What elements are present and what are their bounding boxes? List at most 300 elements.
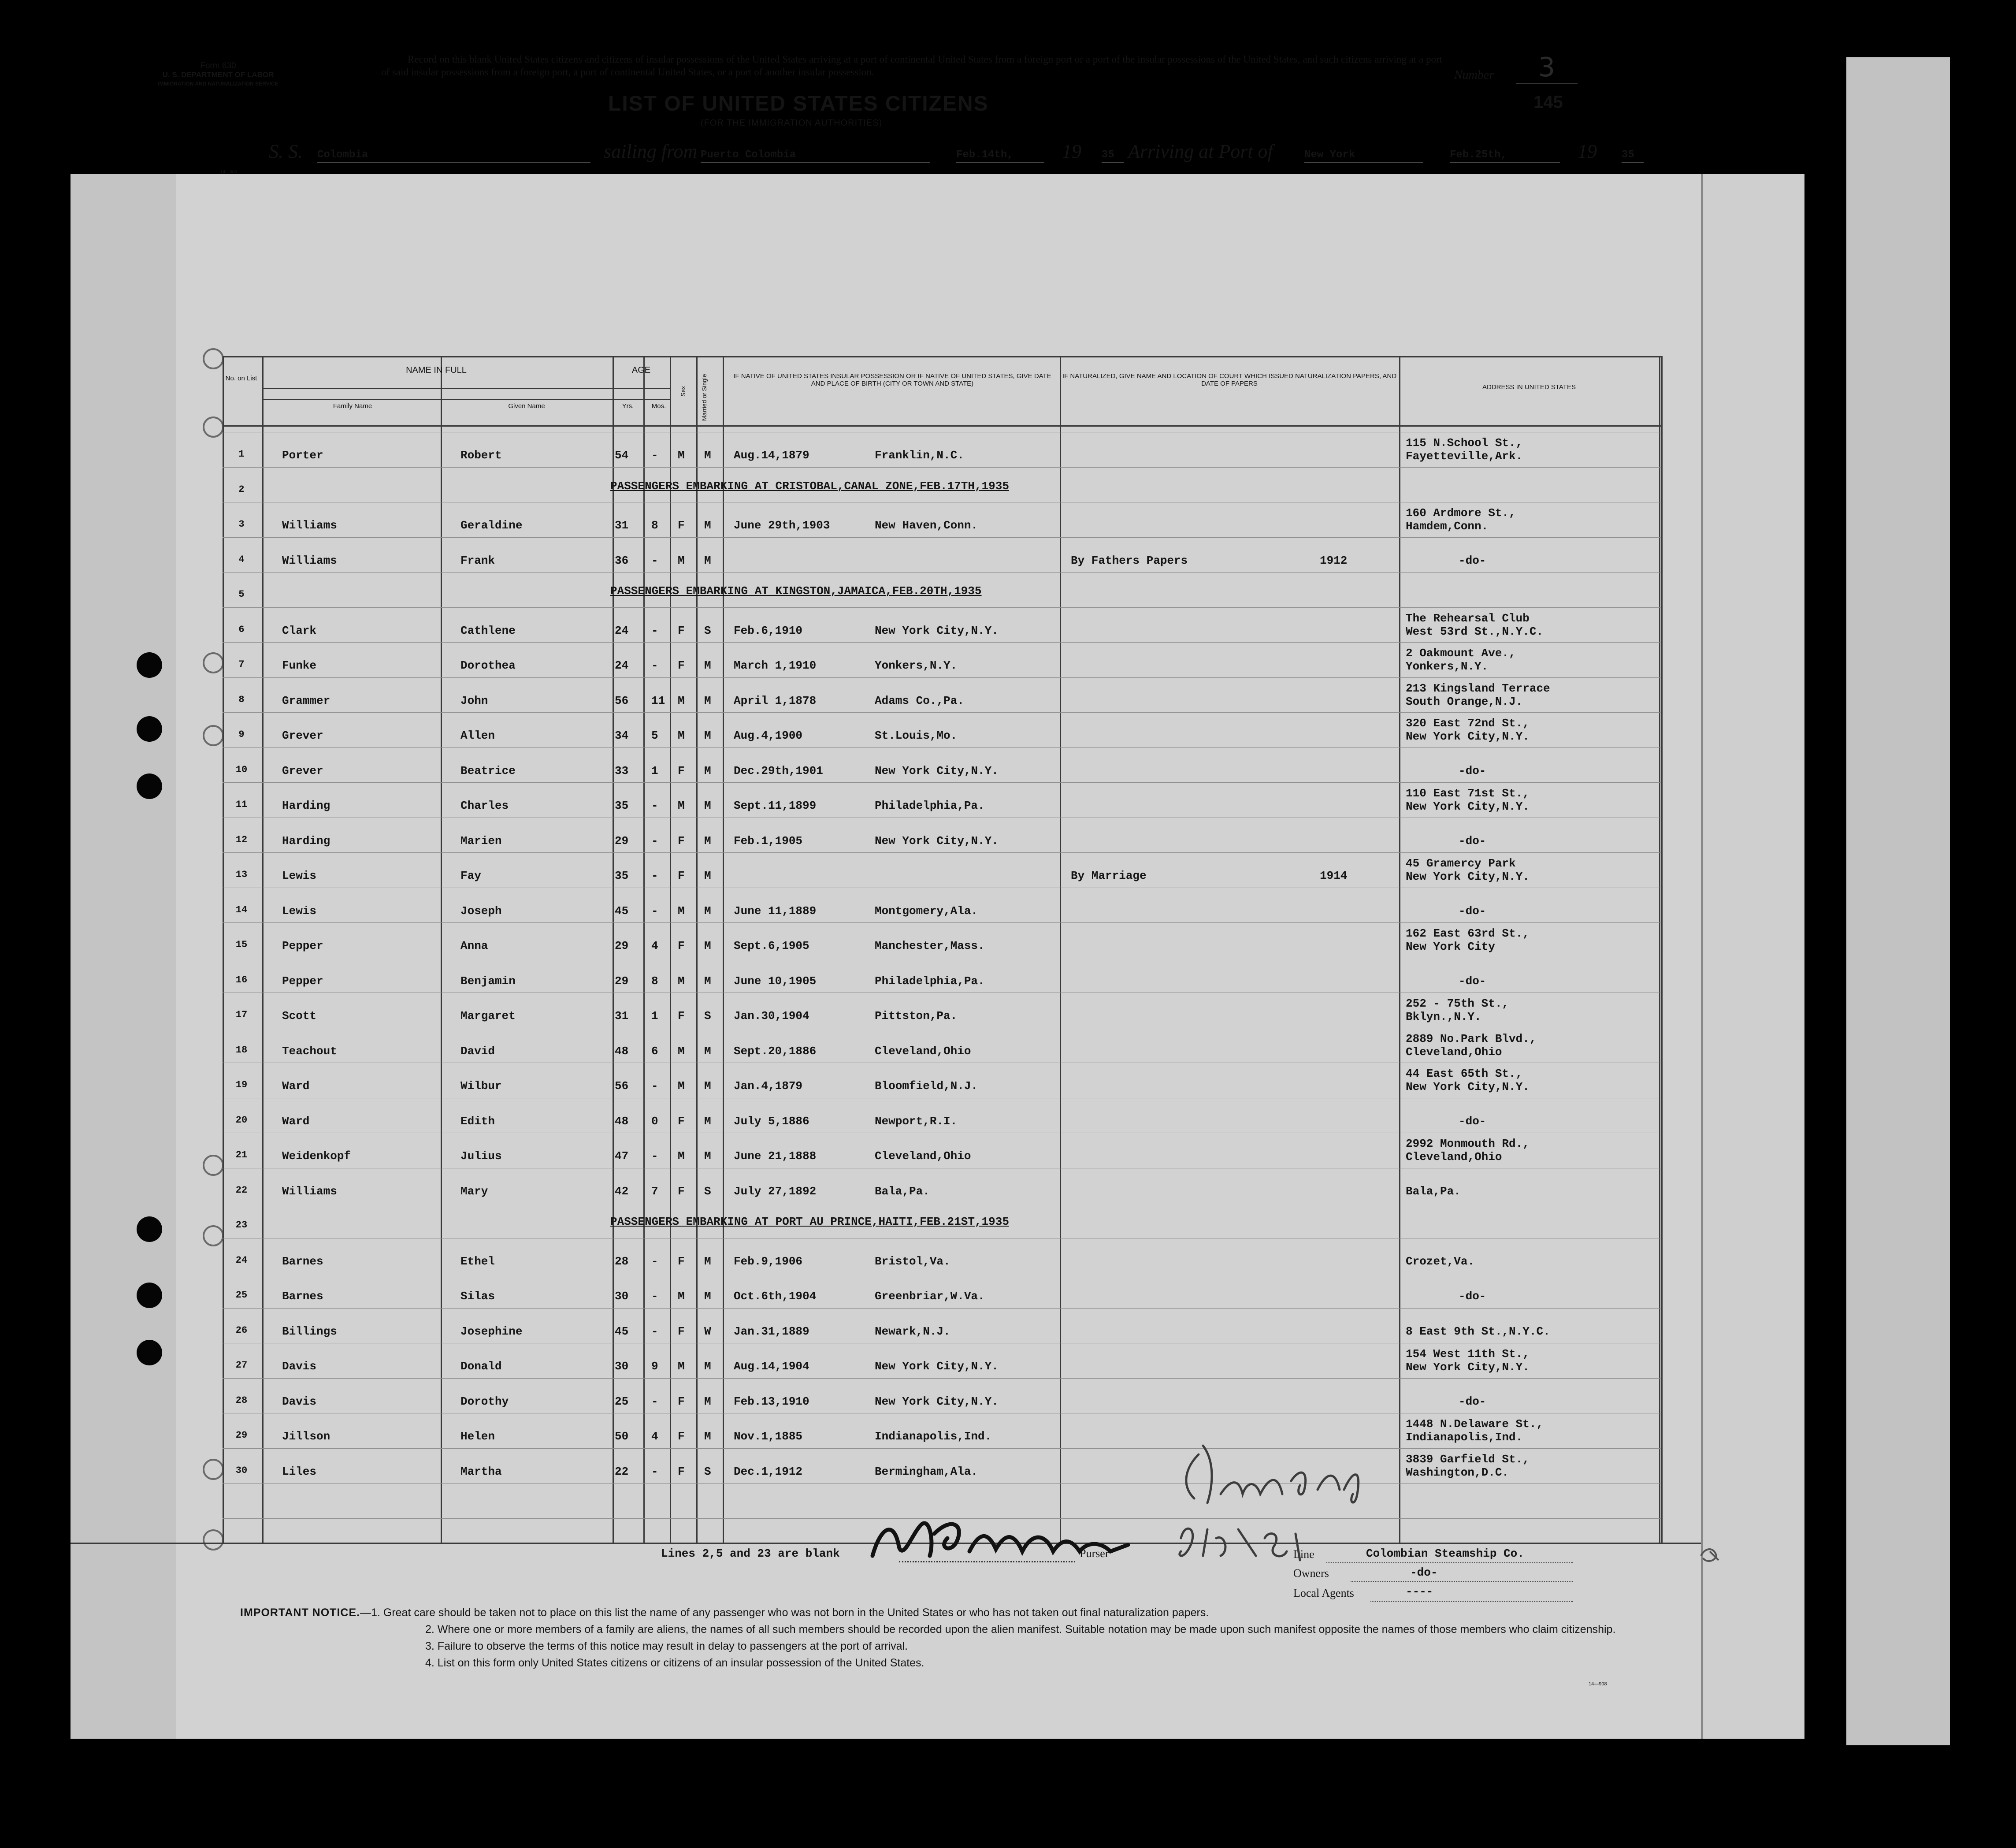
punch-hole-icon xyxy=(137,1340,162,1365)
marital-status: M xyxy=(704,1079,711,1093)
address-line-1: -do- xyxy=(1459,764,1486,777)
table-row-rule xyxy=(223,782,1661,783)
address-line-1: -do- xyxy=(1459,974,1486,988)
owners-rule xyxy=(1351,1581,1573,1582)
punch-hole-icon xyxy=(137,773,162,799)
given-name: Robert xyxy=(460,449,502,462)
owners-value: -do- xyxy=(1410,1566,1438,1579)
birth-date: Aug.4,1900 xyxy=(734,729,803,742)
purser-signature xyxy=(864,1507,1137,1573)
age-months: - xyxy=(651,554,658,567)
age-months: 7 xyxy=(651,1184,658,1198)
birth-date: Aug.14,1904 xyxy=(734,1360,809,1373)
table-row-rule xyxy=(223,1483,1661,1484)
ring-mark-icon xyxy=(203,1459,224,1480)
age-months: - xyxy=(651,1290,658,1303)
family-name: Williams xyxy=(282,519,337,532)
birth-date: March 1,1910 xyxy=(734,659,817,672)
header-name-in-full: NAME IN FULL xyxy=(406,365,467,375)
sex: F xyxy=(678,1009,685,1023)
birth-date: Nov.1,1885 xyxy=(734,1430,803,1443)
age-years: 31 xyxy=(615,1009,629,1023)
address-line-2: Hamdem,Conn. xyxy=(1406,520,1489,533)
table-column-rule xyxy=(1659,356,1660,1543)
age-months: - xyxy=(651,1079,658,1093)
marital-status: M xyxy=(704,1114,711,1128)
ring-mark-icon xyxy=(203,416,224,438)
given-name: John xyxy=(460,694,488,707)
row-line-number: 3 xyxy=(238,519,245,530)
age-months: 1 xyxy=(651,1009,658,1023)
table-column-rule xyxy=(696,356,698,1543)
birth-date: Feb.1,1905 xyxy=(734,834,803,848)
marital-status: M xyxy=(704,1149,711,1163)
address-line-1: Crozet,Va. xyxy=(1406,1254,1475,1268)
sex: M xyxy=(678,554,685,567)
address-line-1: -do- xyxy=(1459,834,1486,848)
birth-place: New York City,N.Y. xyxy=(875,834,999,848)
table-column-rule xyxy=(643,356,645,1543)
row-line-number: 11 xyxy=(235,799,248,810)
marital-status: M xyxy=(704,729,711,742)
sex: F xyxy=(678,1430,685,1443)
age-years: 56 xyxy=(615,1079,629,1093)
marital-status: S xyxy=(704,1184,711,1198)
year-prefix: 19 xyxy=(1578,141,1597,162)
address-line-2: Cleveland,Ohio xyxy=(1406,1150,1502,1164)
table-row-rule xyxy=(223,922,1661,923)
ring-mark-icon xyxy=(203,1225,224,1246)
row-line-number: 5 xyxy=(238,589,245,600)
family-name: Grammer xyxy=(282,694,330,707)
table-column-rule xyxy=(262,356,264,1543)
age-months: - xyxy=(651,449,658,462)
age-months: 5 xyxy=(651,729,658,742)
purser-label: Purser xyxy=(1080,1547,1109,1560)
sex: F xyxy=(678,1184,685,1198)
address-line-1: 3839 Garfield St., xyxy=(1406,1452,1530,1466)
family-name: Weidenkopf xyxy=(282,1149,351,1163)
marital-status: M xyxy=(704,659,711,672)
row-line-number: 16 xyxy=(235,974,248,985)
age-years: 42 xyxy=(615,1184,629,1198)
family-name: Lewis xyxy=(282,904,317,918)
age-years: 29 xyxy=(615,939,629,952)
age-months: - xyxy=(651,904,658,918)
address-line-1: 44 East 65th St., xyxy=(1406,1067,1523,1080)
age-months: - xyxy=(651,624,658,637)
table-column-rule xyxy=(223,356,224,1543)
address-line-1: 45 Gramercy Park xyxy=(1406,857,1516,870)
header-family-name: Family Name xyxy=(333,402,372,410)
row-line-number: 21 xyxy=(235,1149,248,1160)
given-name: Ethel xyxy=(460,1254,495,1268)
address-line-1: 2 Oakmount Ave., xyxy=(1406,647,1516,660)
birth-place: St.Louis,Mo. xyxy=(875,729,958,742)
family-name: Clark xyxy=(282,624,317,637)
table-row-rule xyxy=(223,1308,1661,1309)
birth-date: Aug.14,1879 xyxy=(734,449,809,462)
agents-rule xyxy=(1370,1601,1573,1602)
steamship-line: Colombian Steamship Co. xyxy=(1366,1547,1524,1560)
punch-hole-icon xyxy=(137,716,162,742)
birth-place: Franklin,N.C. xyxy=(875,449,964,462)
birth-place: Newark,N.J. xyxy=(875,1324,950,1338)
birth-place: Greenbriar,W.Va. xyxy=(875,1290,985,1303)
header-birth: IF NATIVE OF UNITED STATES INSULAR POSSESSION OR IF NATIVE OF UNITED STATES, GIVE DATE AND PLACE OF BIRTH (CITY OR TOWN AND STATE) xyxy=(733,372,1051,387)
address-line-1: -do- xyxy=(1459,904,1486,918)
header-no-on-list: No. on List xyxy=(225,375,257,382)
address-line-2: Washington,D.C. xyxy=(1406,1465,1509,1479)
departure-date: Feb.14th, xyxy=(956,149,1044,163)
age-months: 1 xyxy=(651,764,658,777)
table-column-rule xyxy=(723,356,724,1543)
row-line-number: 10 xyxy=(235,764,248,775)
sex: F xyxy=(678,624,685,637)
age-months: - xyxy=(651,834,658,848)
table-row-rule xyxy=(223,852,1661,853)
address-line-2: Indianapolis,Ind. xyxy=(1406,1431,1523,1444)
given-name: Marien xyxy=(460,834,502,848)
address-line-1: 320 East 72nd St., xyxy=(1406,717,1530,730)
family-name: Davis xyxy=(282,1394,317,1408)
row-line-number: 14 xyxy=(235,904,248,915)
line-label: Line xyxy=(1293,1548,1314,1561)
age-years: 28 xyxy=(615,1254,629,1268)
family-name: Grever xyxy=(282,729,323,742)
given-name: Julius xyxy=(460,1149,502,1163)
sex: F xyxy=(678,1394,685,1408)
sailing-label: sailing from xyxy=(604,141,698,162)
age-years: 29 xyxy=(615,834,629,848)
birth-date: Feb.13,1910 xyxy=(734,1394,809,1408)
marital-status: S xyxy=(704,1465,711,1478)
marital-status: M xyxy=(704,519,711,532)
sex: M xyxy=(678,1360,685,1373)
naturalization-court: By Fathers Papers xyxy=(1071,554,1188,567)
age-years: 50 xyxy=(615,1430,629,1443)
birth-date: April 1,1878 xyxy=(734,694,817,707)
address-line-2: New York City,N.Y. xyxy=(1406,870,1530,883)
birth-place: Philadelphia,Pa. xyxy=(875,799,985,812)
sex: M xyxy=(678,974,685,988)
row-line-number: 7 xyxy=(238,659,245,670)
section-heading: PASSENGERS EMBARKING AT KINGSTON,JAMAICA,FEB.20TH,1935 xyxy=(610,584,982,598)
sex: F xyxy=(678,1324,685,1338)
age-months: 8 xyxy=(651,519,658,532)
header-age: AGE xyxy=(631,365,651,375)
table-column-rule xyxy=(441,356,442,1543)
given-name: Allen xyxy=(460,729,495,742)
age-months: 6 xyxy=(651,1044,658,1058)
birth-place: Philadelphia,Pa. xyxy=(875,974,985,988)
family-name: Davis xyxy=(282,1360,317,1373)
ring-mark-icon xyxy=(203,1529,224,1551)
address-line-1: 160 Ardmore St., xyxy=(1406,506,1516,520)
marital-status: M xyxy=(704,869,711,882)
age-years: 36 xyxy=(615,554,629,567)
header-age-years: Yrs. xyxy=(622,402,634,410)
family-name: Ward xyxy=(282,1079,310,1093)
header-age-months: Mos. xyxy=(651,402,666,410)
table-column-rule xyxy=(613,356,614,1543)
age-years: 54 xyxy=(615,449,629,462)
marital-status: M xyxy=(704,974,711,988)
row-line-number: 24 xyxy=(235,1254,248,1266)
table-row-rule xyxy=(223,747,1661,748)
family-name: Harding xyxy=(282,834,330,848)
family-name: Jillson xyxy=(282,1430,330,1443)
departure-port: Puerto Colombia xyxy=(701,149,930,163)
birth-date: Sept.6,1905 xyxy=(734,939,809,952)
birth-date: Jan.4,1879 xyxy=(734,1079,803,1093)
given-name: Mary xyxy=(460,1184,488,1198)
address-line-2: New York City,N.Y. xyxy=(1406,1361,1530,1374)
given-name: Dorothy xyxy=(460,1394,509,1408)
table-column-rule xyxy=(1661,356,1663,1543)
form-identifier xyxy=(150,62,286,88)
blank-lines-note: Lines 2,5 and 23 are blank xyxy=(661,1547,840,1560)
age-years: 24 xyxy=(615,659,629,672)
marital-status: S xyxy=(704,624,711,637)
sex: M xyxy=(678,1079,685,1093)
address-line-1: 1448 N.Delaware St., xyxy=(1406,1417,1544,1431)
sex: F xyxy=(678,869,685,882)
age-years: 25 xyxy=(615,1394,629,1408)
given-name: Anna xyxy=(460,939,488,952)
family-name: Ward xyxy=(282,1114,310,1128)
page-title: LIST OF UNITED STATES CITIZENS xyxy=(608,92,989,115)
table-row-rule xyxy=(223,1378,1661,1379)
header-sex: Sex xyxy=(679,386,687,397)
age-years: 47 xyxy=(615,1149,629,1163)
birth-place: New York City,N.Y. xyxy=(875,1394,999,1408)
table-row-rule xyxy=(223,677,1661,678)
family-name: Porter xyxy=(282,449,323,462)
age-years: 30 xyxy=(615,1290,629,1303)
address-line-1: 252 - 75th St., xyxy=(1406,997,1509,1010)
section-heading: PASSENGERS EMBARKING AT PORT AU PRINCE,HAITI,FEB.21ST,1935 xyxy=(610,1215,1009,1228)
marital-status: M xyxy=(704,449,711,462)
row-line-number: 17 xyxy=(235,1009,248,1020)
sex: F xyxy=(678,1465,685,1478)
birth-date: Dec.1,1912 xyxy=(734,1465,803,1478)
ring-mark-icon xyxy=(203,1155,224,1176)
notice-item: 2. Where one or more members of a family are aliens, the names of all such members should be recorded upon the alien manifest. Suitable notation may be made upon such manifest opposite the names of those members who claim citizenship. xyxy=(425,1623,1616,1636)
table-row-rule xyxy=(223,1448,1661,1449)
table-row-rule xyxy=(223,712,1661,713)
address-line-2: Bklyn.,N.Y. xyxy=(1406,1010,1481,1023)
marital-status: W xyxy=(704,1324,711,1338)
form-code: 14—908 xyxy=(1589,1681,1607,1687)
table-row-rule xyxy=(223,642,1661,643)
arriving-label: Arriving at Port of xyxy=(1128,141,1273,162)
ring-mark-icon xyxy=(203,725,224,746)
header-address: ADDRESS IN UNITED STATES xyxy=(1482,383,1576,391)
row-line-number: 1 xyxy=(238,449,245,460)
family-name: Barnes xyxy=(282,1254,323,1268)
birth-date: June 11,1889 xyxy=(734,904,817,918)
given-name: Helen xyxy=(460,1430,495,1443)
age-years: 56 xyxy=(615,694,629,707)
age-years: 33 xyxy=(615,764,629,777)
table-row-rule xyxy=(223,572,1661,573)
owners-label: Owners xyxy=(1293,1567,1329,1580)
row-line-number: 15 xyxy=(235,939,248,950)
given-name: Cathlene xyxy=(460,624,516,637)
table-row-rule xyxy=(223,607,1661,608)
given-name: David xyxy=(460,1044,495,1058)
address-line-2: Cleveland,Ohio xyxy=(1406,1045,1502,1059)
arrival-date: Feb.25th, xyxy=(1450,149,1560,163)
sex: F xyxy=(678,764,685,777)
age-years: 35 xyxy=(615,799,629,812)
service-name: IMMIGRATION AND NATURALIZATION SERVICE xyxy=(158,81,278,87)
age-months: - xyxy=(651,1394,658,1408)
notice-item: —1. Great care should be taken not to place on this list the name of any passenger who was not born in the United States or who has not taken out final naturalization papers. xyxy=(360,1606,1209,1619)
age-years: 48 xyxy=(615,1044,629,1058)
marital-status: M xyxy=(704,694,711,707)
table-row-rule xyxy=(223,356,1661,357)
family-name: Funke xyxy=(282,659,317,672)
row-line-number: 19 xyxy=(235,1079,248,1090)
table-row-rule xyxy=(223,425,1661,427)
form-preamble: Record on this blank United States citizens and citizens of insular possessions of the United States arriving at a port of continental United States from a foreign port or a port of the insular possessions of the United States, and such citizens arriving at a port of said insular possessions from a foreign port, a port of continental United States, or a port of another insular possession. xyxy=(381,54,1443,78)
arrival-port: New York xyxy=(1304,149,1423,163)
table-column-rule xyxy=(1060,356,1061,1543)
page-subtitle: (FOR THE IMMIGRATION AUTHORITIES) xyxy=(701,118,883,128)
age-months: 0 xyxy=(651,1114,658,1128)
marital-status: M xyxy=(704,904,711,918)
birth-date: Feb.9,1906 xyxy=(734,1254,803,1268)
sex: F xyxy=(678,1114,685,1128)
sex: M xyxy=(678,1290,685,1303)
binder-tab xyxy=(1846,57,1950,1745)
row-line-number: 28 xyxy=(235,1394,248,1406)
given-name: Fay xyxy=(460,869,481,882)
row-line-number: 23 xyxy=(235,1220,248,1231)
family-name: Teachout xyxy=(282,1044,337,1058)
table-row-rule xyxy=(262,388,670,389)
address-line-2: Fayetteville,Ark. xyxy=(1406,450,1523,463)
family-name: Williams xyxy=(282,1184,337,1198)
address-line-1: Bala,Pa. xyxy=(1406,1184,1461,1198)
row-line-number: 27 xyxy=(235,1360,248,1371)
page-number: 145 xyxy=(1533,93,1563,112)
given-name: Edith xyxy=(460,1114,495,1128)
birth-place: Bloomfield,N.J. xyxy=(875,1079,978,1093)
table-row-rule xyxy=(262,399,670,400)
departure-year: 35 xyxy=(1102,149,1124,163)
family-name: Lewis xyxy=(282,869,317,882)
sex: M xyxy=(678,729,685,742)
address-line-1: -do- xyxy=(1459,1114,1486,1128)
birth-place: New Haven,Conn. xyxy=(875,519,978,532)
birth-date: July 5,1886 xyxy=(734,1114,809,1128)
year-prefix: 19 xyxy=(1062,141,1081,162)
address-line-1: 154 West 11th St., xyxy=(1406,1347,1530,1361)
age-months: 11 xyxy=(651,694,665,707)
table-column-rule xyxy=(670,356,671,1543)
age-months: - xyxy=(651,1465,658,1478)
row-line-number: 30 xyxy=(235,1465,248,1476)
age-years: 48 xyxy=(615,1114,629,1128)
age-months: 4 xyxy=(651,1430,658,1443)
birth-date: June 21,1888 xyxy=(734,1149,817,1163)
address-line-2: South Orange,N.J. xyxy=(1406,695,1523,708)
family-name: Pepper xyxy=(282,974,323,988)
row-line-number: 12 xyxy=(235,834,248,845)
punch-hole-icon xyxy=(137,1216,162,1242)
given-name: Dorothea xyxy=(460,659,516,672)
marital-status: M xyxy=(704,834,711,848)
age-years: 30 xyxy=(615,1360,629,1373)
birth-place: New York City,N.Y. xyxy=(875,764,999,777)
given-name: Donald xyxy=(460,1360,502,1373)
notice-item: 4. List on this form only United States citizens or citizens of an insular possession of the United States. xyxy=(425,1657,924,1669)
address-line-1: 110 East 71st St., xyxy=(1406,787,1530,800)
birth-place: Bristol,Va. xyxy=(875,1254,950,1268)
family-name: Billings xyxy=(282,1324,337,1338)
table-row-rule xyxy=(223,467,1661,468)
family-name: Grever xyxy=(282,764,323,777)
marital-status: S xyxy=(704,1009,711,1023)
address-line-1: The Rehearsal Club xyxy=(1406,611,1530,625)
birth-date: July 27,1892 xyxy=(734,1184,817,1198)
binding-strip xyxy=(71,174,176,1739)
birth-place: Bala,Pa. xyxy=(875,1184,930,1198)
row-line-number: 9 xyxy=(238,729,245,740)
sex: F xyxy=(678,939,685,952)
punch-hole-icon xyxy=(137,1283,162,1308)
given-name: Josephine xyxy=(460,1324,523,1338)
row-line-number: 13 xyxy=(235,869,248,880)
family-name: Williams xyxy=(282,554,337,567)
page-edge xyxy=(1701,174,1804,1739)
address-line-2: New York City xyxy=(1406,940,1495,953)
birth-date: Jan.31,1889 xyxy=(734,1324,809,1338)
agents-value: ---- xyxy=(1406,1585,1433,1598)
birth-date: Jan.30,1904 xyxy=(734,1009,809,1023)
given-name: Wilbur xyxy=(460,1079,502,1093)
age-years: 35 xyxy=(615,869,629,882)
notice-lead: IMPORTANT NOTICE. xyxy=(240,1606,360,1619)
birth-place: Bermingham,Ala. xyxy=(875,1465,978,1478)
address-line-1: -do- xyxy=(1459,1290,1486,1303)
row-line-number: 25 xyxy=(235,1290,248,1301)
age-months: - xyxy=(651,1254,658,1268)
row-line-number: 26 xyxy=(235,1324,248,1336)
age-years: 24 xyxy=(615,624,629,637)
agents-label: Local Agents xyxy=(1293,1587,1354,1599)
age-months: 4 xyxy=(651,939,658,952)
birth-date: Oct.6th,1904 xyxy=(734,1290,817,1303)
marital-status: M xyxy=(704,1394,711,1408)
given-name: Margaret xyxy=(460,1009,516,1023)
marital-status: M xyxy=(704,1360,711,1373)
address-line-2: New York City,N.Y. xyxy=(1406,1080,1530,1093)
family-name: Barnes xyxy=(282,1290,323,1303)
birth-place: New York City,N.Y. xyxy=(875,624,999,637)
birth-place: Montgomery,Ala. xyxy=(875,904,978,918)
ring-mark-icon xyxy=(203,652,224,673)
marital-status: M xyxy=(704,1290,711,1303)
birth-place: Pittston,Pa. xyxy=(875,1009,958,1023)
row-line-number: 29 xyxy=(235,1430,248,1441)
marital-status: M xyxy=(704,764,711,777)
birth-place: Cleveland,Ohio xyxy=(875,1149,971,1163)
birth-place: Yonkers,N.Y. xyxy=(875,659,958,672)
